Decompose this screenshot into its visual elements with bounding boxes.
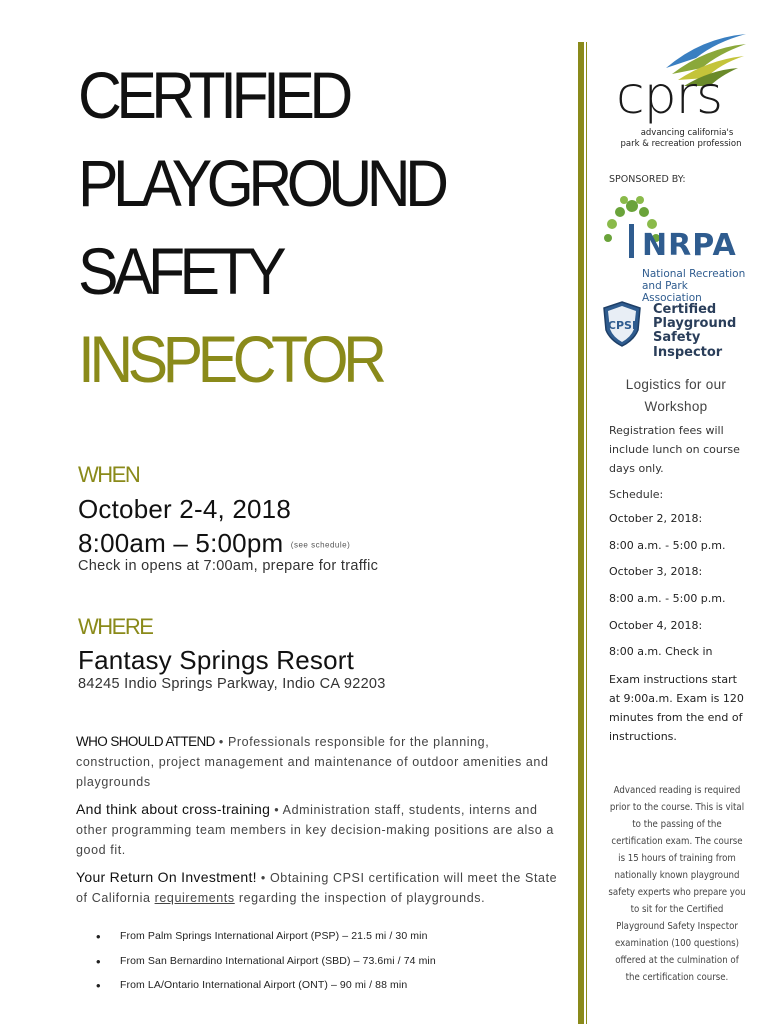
title-line-3: SAFETY (78, 234, 282, 308)
schedule-note: (see schedule) (290, 540, 351, 550)
venue-name: Fantasy Springs Resort (78, 645, 355, 675)
schedule-day-3: October 4, 2018: (609, 619, 703, 632)
cpsi-line-2: Playground (653, 316, 737, 331)
nrpa-fullname-2: and Park Association (642, 280, 702, 304)
title-line-1: CERTIFIED (78, 58, 348, 132)
crosstrain-paragraph (76, 799, 566, 860)
nrpa-wordmark: NRPA (642, 228, 737, 263)
svg-text:CPSI: CPSI (607, 319, 637, 332)
logistics-heading: Logistics for our Workshop (625, 377, 727, 414)
registration-note: Registration fees will include lunch on course days only. (609, 424, 740, 475)
nrpa-fullname-1: National Recreation (642, 268, 746, 280)
title-line-4: INSPECTOR (78, 322, 382, 396)
cpsi-shield-icon (600, 300, 644, 348)
cpsi-line-3: Safety Inspector (653, 330, 723, 360)
checkin-note: Check in opens at 7:00am, prepare for traffic (78, 558, 379, 574)
event-date: October 2-4, 2018 (78, 494, 291, 524)
cprs-tagline-2: park & recreation profession (620, 139, 742, 149)
requirements-link[interactable]: requirements (154, 891, 235, 905)
bullet-separator: • (218, 735, 224, 749)
when-heading: WHEN (78, 462, 140, 487)
crosstrain-text: Administration staff, students, interns and other programming team members in key decision-making positions are also a good fit. (76, 803, 554, 857)
schedule-time-2: 8:00 a.m. - 5:00 p.m. (609, 592, 726, 605)
list-item: • From LA/Ontario International Airport (ONT) – 90 mi / 88 min (96, 979, 436, 1004)
schedule-day-2: October 3, 2018: (609, 565, 703, 578)
attend-text: Professionals responsible for the planning, construction, project management and maintenance of outdoor amenities and playgrounds (76, 735, 549, 789)
schedule-time-1: 8:00 a.m. - 5:00 p.m. (609, 539, 726, 552)
venue-address: 84245 Indio Springs Parkway, Indio CA 92203 (78, 676, 386, 692)
vertical-divider (578, 42, 584, 1024)
event-time-row (78, 528, 350, 559)
event-time: 8:00am – 5:00pm (78, 528, 284, 558)
cpsi-logo (600, 300, 755, 360)
advanced-reading-note: Advanced reading is required prior to the course. This is vital to the passing of the certification exam. The course is 15 hours of training from nationally known playground safety experts who prepare you to sit for the Certified Playground Safety Inspector examination (100 questions) offered at the culmination of the certification course. (608, 785, 746, 983)
list-item: • From San Bernardino International Airport (SBD) – 73.6mi / 74 min (96, 955, 436, 980)
list-item: • From Palm Springs International Airport (PSP) – 21.5 mi / 30 min (96, 930, 436, 955)
schedule-label: Schedule: (609, 488, 664, 501)
roi-text-after: regarding the inspection of playgrounds. (238, 891, 486, 905)
sponsored-label: SPONSORED BY: (609, 174, 686, 185)
attend-lead: WHO SHOULD ATTEND (76, 734, 215, 749)
roi-lead: Your Return On Investment! (76, 869, 257, 885)
roi-paragraph (76, 867, 566, 908)
nrpa-logo (600, 194, 750, 304)
schedule-time-3: 8:00 a.m. Check in (609, 645, 713, 658)
bullet-separator: • (260, 871, 266, 885)
roi-text: Obtaining CPSI certification will meet the State of California (76, 871, 558, 905)
schedule-day-1: October 2, 2018: (609, 512, 703, 525)
bullet-separator: • (274, 803, 280, 817)
where-heading: WHERE (78, 614, 153, 639)
exam-note: Exam instructions start at 9:00a.m. Exam is 120 minutes from the end of instructions. (609, 673, 744, 743)
vertical-divider-thin (586, 42, 587, 1024)
cprs-wordmark: cprs (616, 66, 723, 126)
cpsi-line-1: Certified (653, 302, 717, 317)
title-line-2: PLAYGROUND (78, 146, 444, 220)
cprs-logo (606, 28, 756, 154)
crosstrain-lead: And think about cross-training (76, 801, 271, 817)
cprs-tagline-1: advancing california's (640, 128, 734, 138)
airport-list (96, 930, 436, 1004)
attend-paragraph (76, 732, 566, 792)
